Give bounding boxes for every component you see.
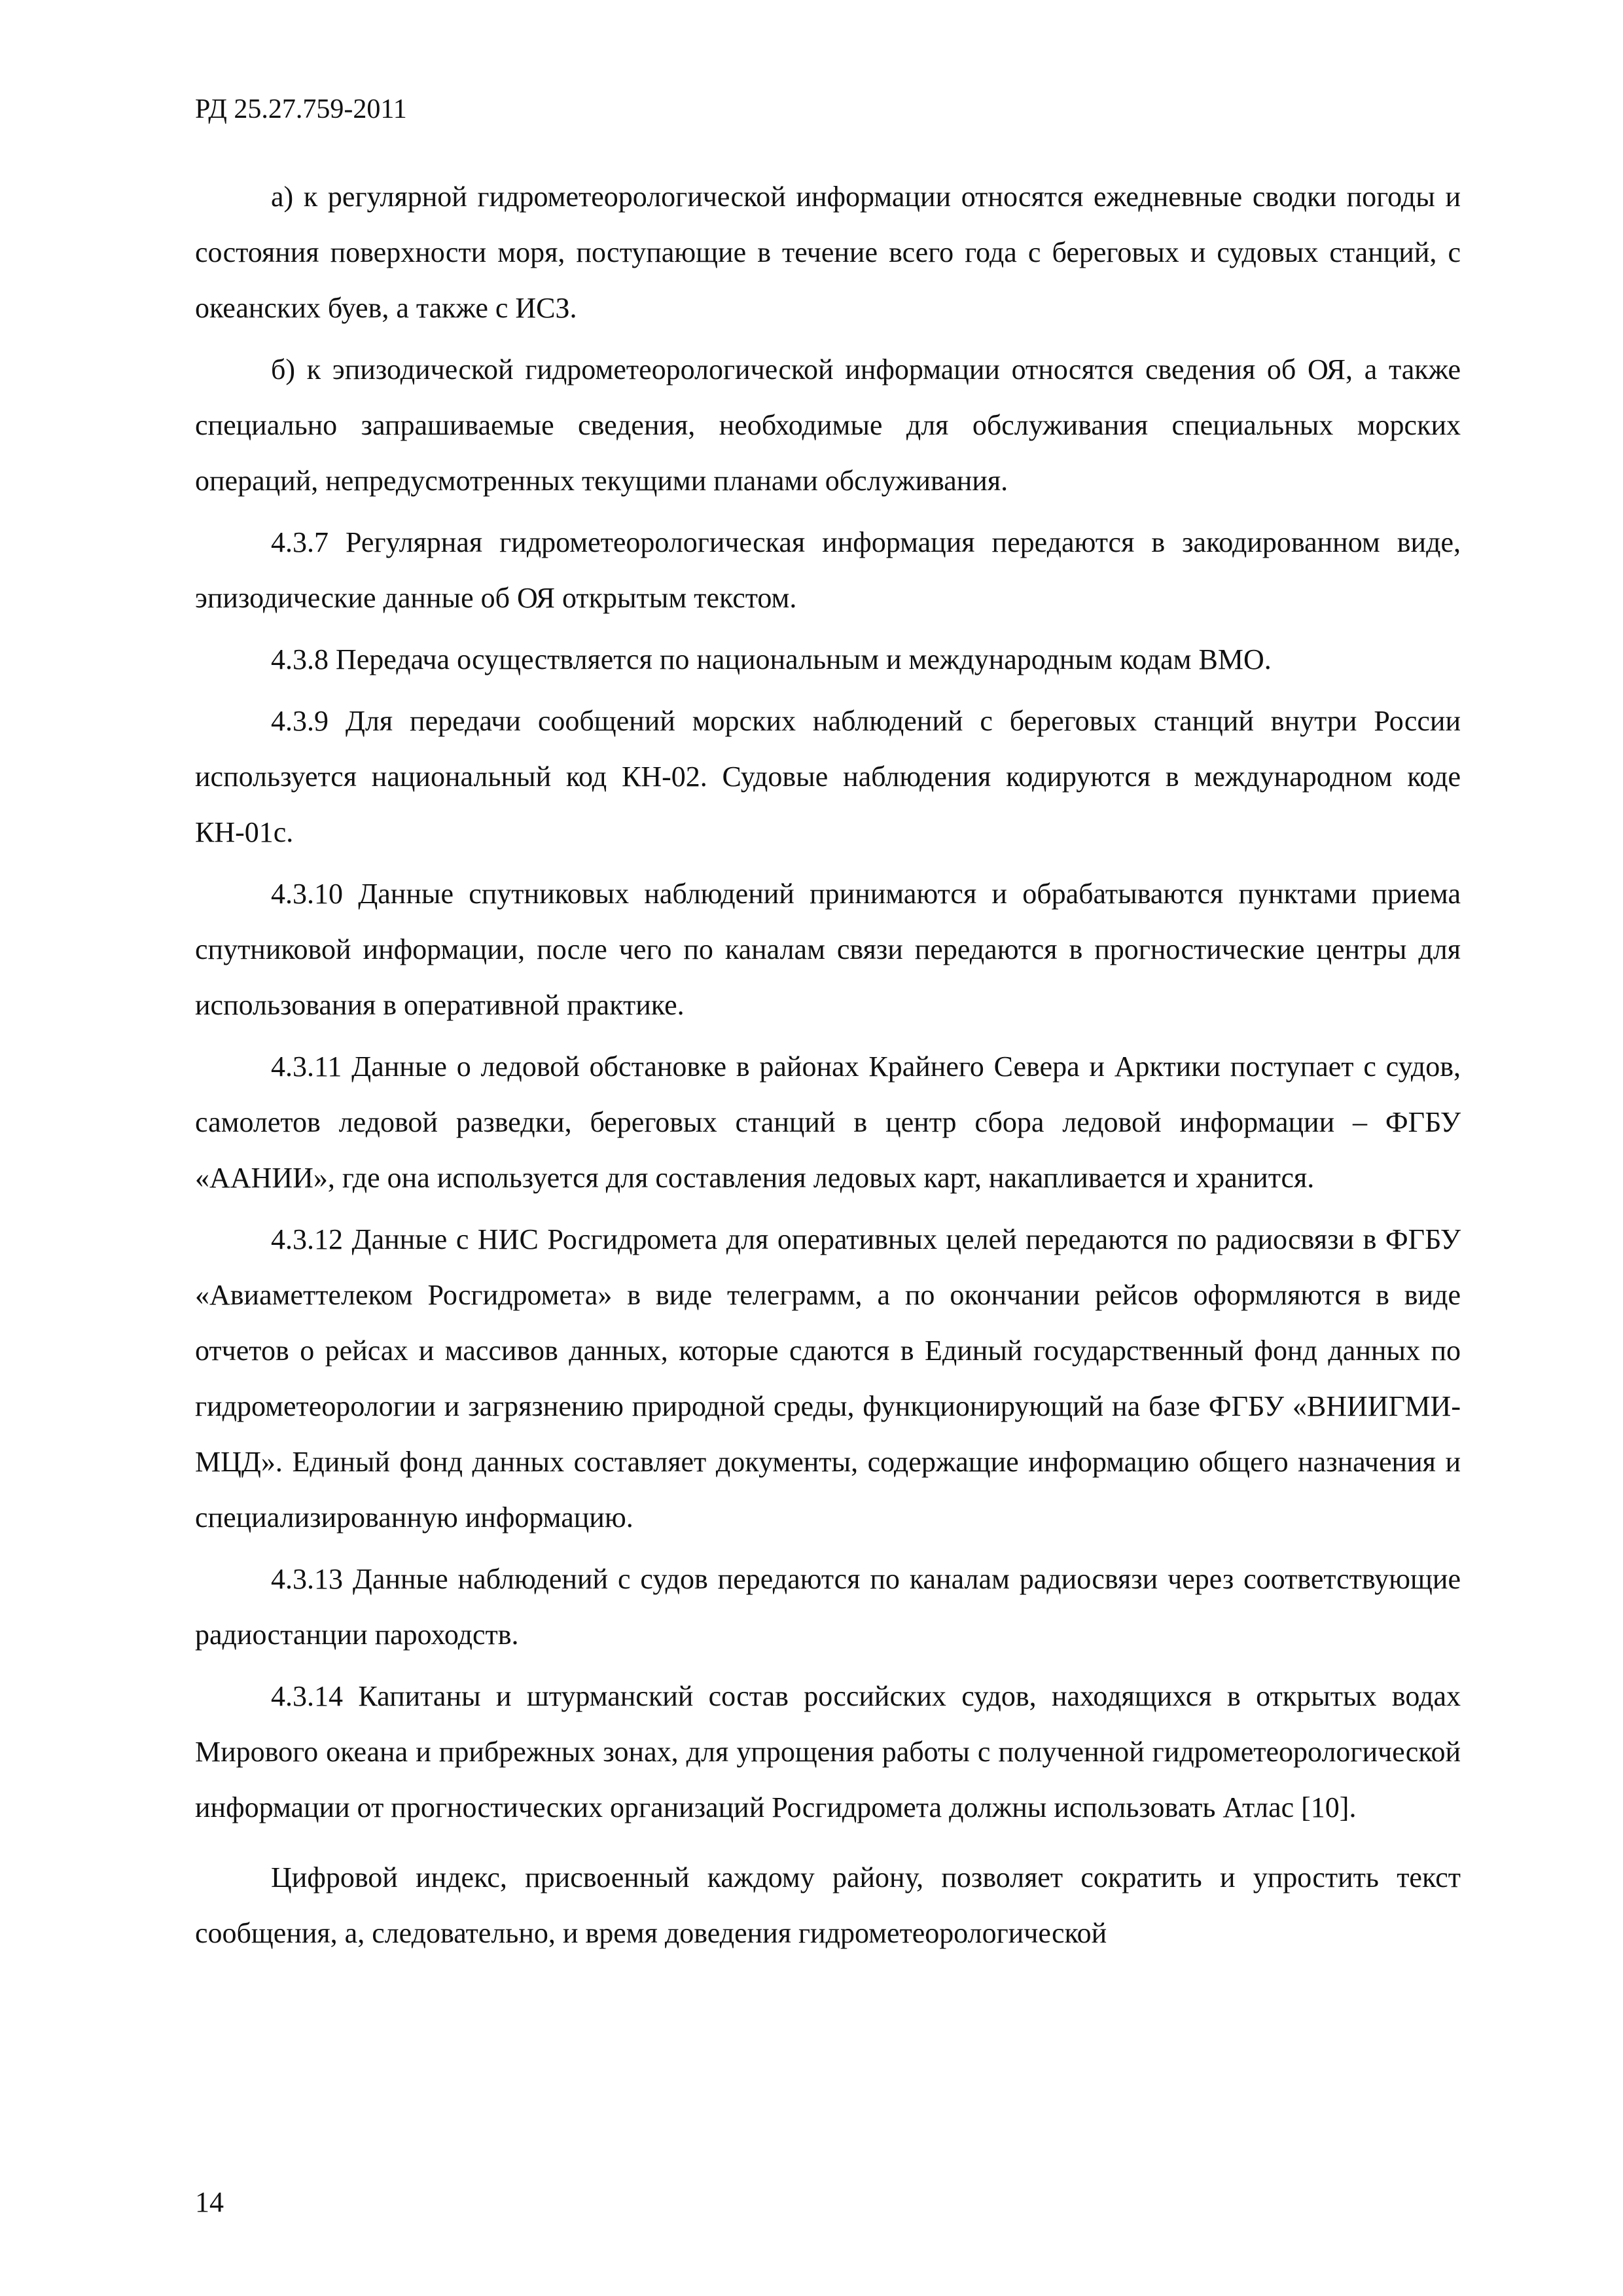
document-body [195, 169, 1461, 1967]
paragraph-4-3-7: 4.3.7 Регулярная гидрометеорологическая информация передаются в закодированном виде, эпизодические данные об ОЯ открытым текстом. [195, 526, 1461, 614]
paragraph-regular-info: а) к регулярной гидрометеорологической информации относятся ежедневные сводки погоды и состояния поверхности моря, поступающие в течение всего года с береговых и судовых станций, с океанских буев, а также с ИСЗ. [195, 181, 1461, 324]
paragraph-4-3-12: 4.3.12 Данные с НИС Росгидромета для оперативных целей передаются по радиосвязи в ФГБУ «Авиаметтелеком Росгидромета» в виде телеграмм, а по окончании рейсов оформляются в виде отчетов о рейсах и массивов данных, которые сдаются в Единый государственный фонд данных по гидрометеорологии и загрязнению природной среды, функционирующий на базе ФГБУ «ВНИИГМИ-МЦД». Единый фонд данных составляет документы, содержащие информацию общего назначения и специализированную информацию. [195, 1223, 1461, 1534]
paragraph-4-3-14: 4.3.14 Капитаны и штурманский состав российских судов, находящихся в открытых водах Мирового океана и прибрежных зонах, для упрощения работы с полученной гидрометеорологической информации от прогностических организаций Росгидромета должны использовать Атлас [10]. [195, 1680, 1461, 1823]
paragraph-4-3-9: 4.3.9 Для передачи сообщений морских наблюдений с береговых станций внутри России используется национальный код КН-02. Судовые наблюдения кодируются в международном коде КН-01с. [195, 705, 1461, 848]
document-code-header: РД 25.27.759-2011 [195, 94, 407, 124]
paragraph-4-3-10: 4.3.10 Данные спутниковых наблюдений принимаются и обрабатываются пунктами приема спутниковой информации, после чего по каналам связи передаются в прогностические центры для использования в оперативной практике. [195, 878, 1461, 1021]
paragraph-digital-index: Цифровой индекс, присвоенный каждому району, позволяет сократить и упростить текст сообщения, а, следовательно, и время доведения гидрометеорологической [195, 1861, 1461, 1949]
paragraph-4-3-8: 4.3.8 Передача осуществляется по национальным и международным кодам ВМО. [271, 643, 1272, 675]
paragraph-episodic-info: б) к эпизодической гидрометеорологической информации относятся сведения об ОЯ, а также специально запрашиваемые сведения, необходимые для обслуживания специальных морских операций, непредусмотренных текущими планами обслуживания. [195, 353, 1461, 497]
page-number: 14 [195, 2186, 224, 2218]
paragraph-4-3-13: 4.3.13 Данные наблюдений с судов передаются по каналам радиосвязи через соответствующие радиостанции пароходств. [195, 1563, 1461, 1651]
paragraph-4-3-11: 4.3.11 Данные о ледовой обстановке в районах Крайнего Севера и Арктики поступает с судов, самолетов ледовой разведки, береговых станций в центр сбора ледовой информации – ФГБУ «ААНИИ», где она используется для составления ледовых карт, накапливается и хранится. [195, 1050, 1461, 1194]
